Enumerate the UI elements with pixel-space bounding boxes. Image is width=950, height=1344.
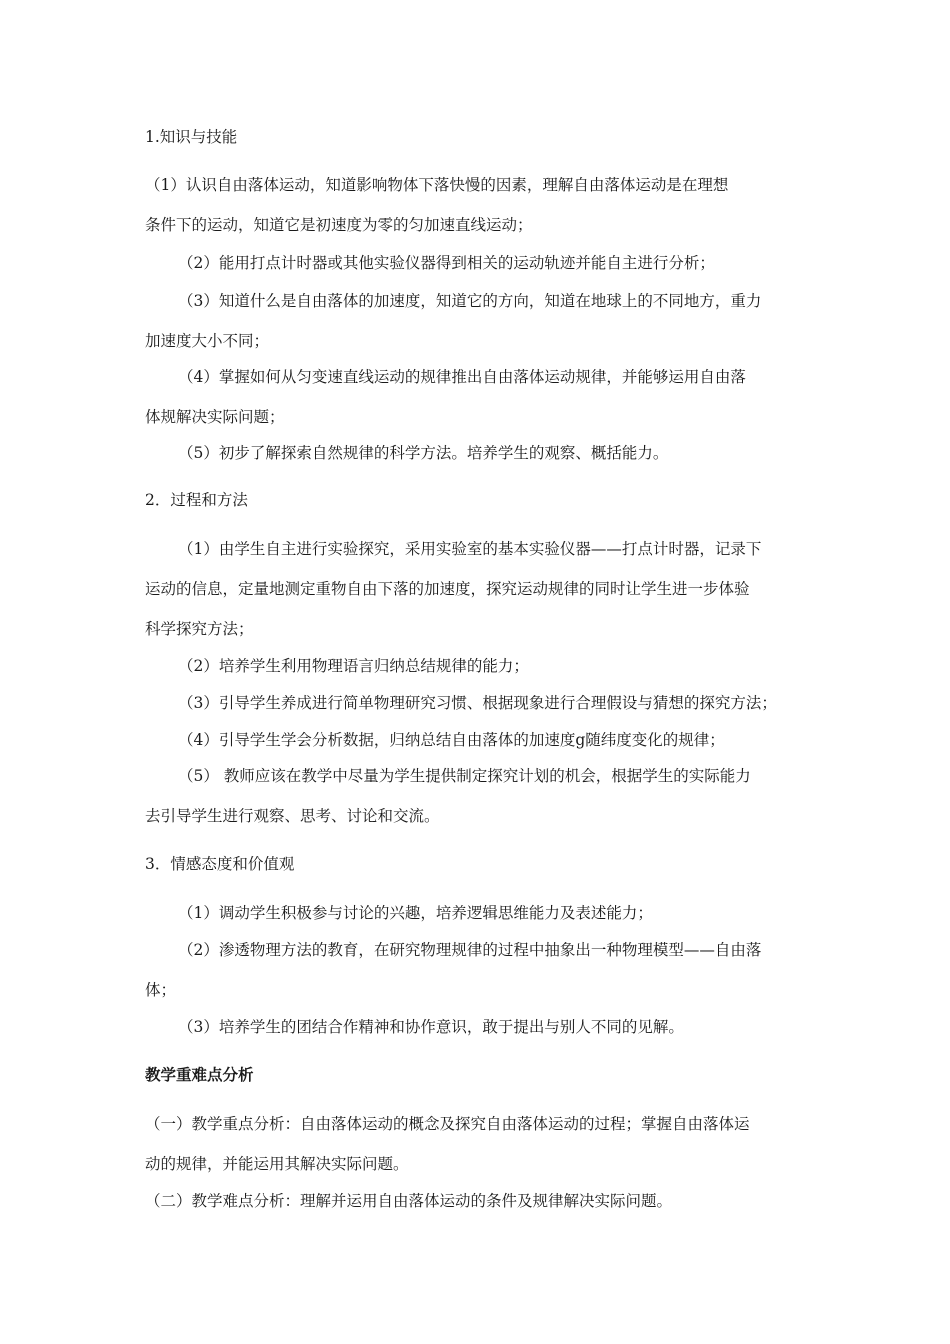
paragraph-line: （3）引导学生养成进行简单物理研究习惯、根据现象进行合理假设与猜想的探究方法； xyxy=(178,694,777,712)
paragraph-line: 科学探究方法； xyxy=(145,620,254,638)
key-point-line: （一）教学重点分析：自由落体运动的概念及探究自由落体运动的过程；掌握自由落体运 xyxy=(145,1115,750,1133)
paragraph-line: （2）能用打点计时器或其他实验仪器得到相关的运动轨迹并能自主进行分析； xyxy=(178,254,715,272)
paragraph-line: 加速度大小不同； xyxy=(145,332,270,350)
paragraph-line: （5）初步了解探索自然规律的科学方法。培养学生的观察、概括能力。 xyxy=(178,444,669,462)
section-heading-3: 3．情感态度和价值观 xyxy=(145,855,295,873)
paragraph-line: 运动的信息，定量地测定重物自由下落的加速度，探究运动规律的同时让学生进一步体验 xyxy=(145,580,750,598)
difficult-point-line: （二）教学难点分析：理解并运用自由落体运动的条件及规律解决实际问题。 xyxy=(145,1192,673,1210)
key-point-line: 动的规律，并能运用其解决实际问题。 xyxy=(145,1155,409,1173)
paragraph-line: 去引导学生进行观察、思考、讨论和交流。 xyxy=(145,807,440,825)
paragraph-line: （1）由学生自主进行实验探究，采用实验室的基本实验仪器——打点计时器，记录下 xyxy=(178,540,762,558)
paragraph-line: （4）掌握如何从匀变速直线运动的规律推出自由落体运动规律，并能够运用自由落 xyxy=(178,368,746,386)
paragraph-line: 条件下的运动，知道它是初速度为零的匀加速直线运动； xyxy=(145,216,533,234)
paragraph-line: （1）调动学生积极参与讨论的兴趣，培养逻辑思维能力及表述能力； xyxy=(178,904,653,922)
paragraph-line: （3）培养学生的团结合作精神和协作意识，敢于提出与别人不同的见解。 xyxy=(178,1018,684,1036)
section-heading-1: 1.知识与技能 xyxy=(145,128,238,146)
paragraph-line: （3）知道什么是自由落体的加速度，知道它的方向，知道在地球上的不同地方，重力 xyxy=(178,292,762,310)
analysis-title: 教学重难点分析 xyxy=(145,1066,254,1084)
paragraph-line: （2）培养学生利用物理语言归纳总结规律的能力； xyxy=(178,657,529,675)
paragraph-line: （1）认识自由落体运动，知道影响物体下落快慢的因素，理解自由落体运动是在理想 xyxy=(145,176,729,194)
paragraph-line: 体规解决实际问题； xyxy=(145,408,285,426)
section-heading-2: 2．过程和方法 xyxy=(145,491,248,509)
paragraph-line: 体； xyxy=(145,981,177,999)
paragraph-line: （5） 教师应该在教学中尽量为学生提供制定探究计划的机会，根据学生的实际能力 xyxy=(178,767,751,785)
paragraph-line: （4）引导学生学会分析数据，归纳总结自由落体的加速度g随纬度变化的规律； xyxy=(178,731,725,749)
paragraph-line: （2）渗透物理方法的教育，在研究物理规律的过程中抽象出一种物理模型——自由落 xyxy=(178,941,762,959)
